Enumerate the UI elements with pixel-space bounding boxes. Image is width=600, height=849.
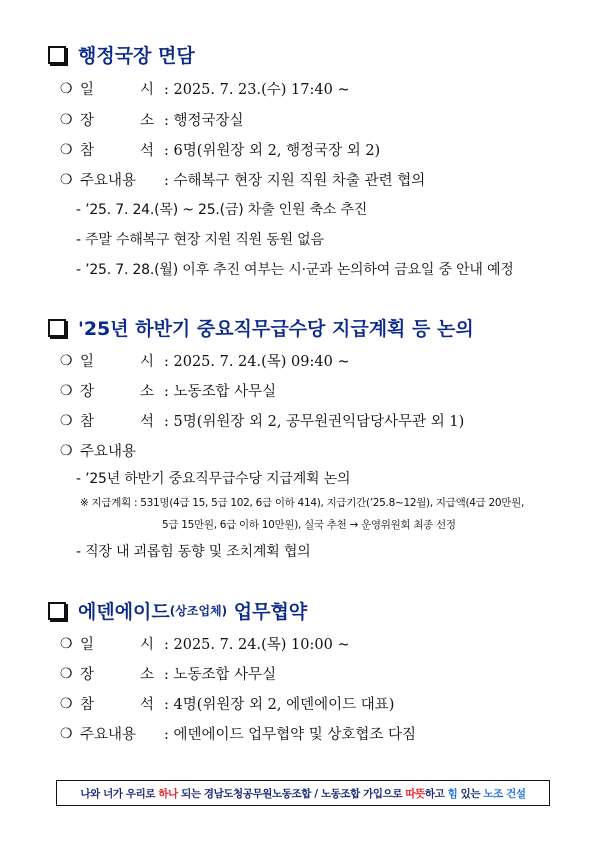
row-value: : 행정국장실	[164, 113, 244, 129]
section-2-sub-2: - 직장 내 괴롭힘 동향 및 조치계획 협의	[76, 544, 311, 560]
row-value: : 노동조합 사무실	[164, 384, 277, 400]
section-1-row-date: ❍ 일 시 : 2025. 7. 23.(수) 17:40 ~	[60, 78, 350, 99]
section-3-heading	[48, 597, 307, 624]
section-1-title: 행정국장 면담	[78, 45, 195, 67]
section-3-row-place: ❍ 장 소 : 노동조합 사무실	[60, 663, 276, 684]
circle-bullet-icon: ❍	[60, 665, 73, 682]
checkbox-square-icon	[48, 319, 66, 337]
row-value: : 6명(위원장 외 2, 행정국장 외 2)	[164, 143, 381, 159]
circle-bullet-icon: ❍	[60, 442, 73, 459]
slogan-banner: 나와 너가 우리로 하나 되는 경남도청공무원노동조합 / 노동조합 가입으로 따뜻 하고 힘 있는 노조 건설	[56, 780, 550, 806]
section-3-row-agenda: ❍ 주요내용 : 에덴에이드 업무협약 및 상호협조 다짐	[60, 723, 416, 744]
circle-bullet-icon: ❍	[60, 635, 73, 652]
checkbox-square-icon	[48, 46, 66, 64]
circle-bullet-icon: ❍	[60, 111, 73, 128]
section-3-title-small: (상조업체)	[169, 604, 228, 618]
row-value: : 4명(위원장 외 2, 에덴에이드 대표)	[164, 697, 395, 713]
section-2-heading	[48, 314, 474, 341]
section-2-note-line-1: ※ 지급계획 : 531명(4급 15, 5급 102, 6급 이하 414), 지급기간(’25.8~12월), 지급액(4급 20만원,	[80, 497, 525, 509]
row-value: : 2025. 7. 24.(목) 10:00 ~	[164, 637, 350, 653]
row-value: : 에덴에이드 업무협약 및 상호협조 다짐	[164, 727, 417, 743]
section-2-note-line-2: 5급 15만원, 6급 이하 10만원), 실국 추천 → 운영위원회 최종 선정	[162, 519, 456, 531]
section-2-row-attendees: ❍ 참 석 : 5명(위원장 외 2, 공무원권익담당사무관 외 1)	[60, 410, 464, 431]
circle-bullet-icon: ❍	[60, 725, 73, 742]
circle-bullet-icon: ❍	[60, 352, 73, 369]
checkbox-square-icon	[48, 602, 66, 620]
row-value: : 2025. 7. 23.(수) 17:40 ~	[164, 82, 350, 98]
circle-bullet-icon: ❍	[60, 171, 73, 188]
section-2-title: '25년 하반기 중요직무급수당 지급계획 등 논의	[78, 318, 474, 340]
circle-bullet-icon: ❍	[60, 412, 73, 429]
row-value: : 노동조합 사무실	[164, 667, 277, 683]
section-2-row-place: ❍ 장 소 : 노동조합 사무실	[60, 380, 276, 401]
section-3-title-main: 에덴에이드	[78, 601, 170, 623]
section-2-row-date: ❍ 일 시 : 2025. 7. 24.(목) 09:40 ~	[60, 350, 350, 371]
circle-bullet-icon: ❍	[60, 382, 73, 399]
section-1-heading	[48, 41, 195, 68]
circle-bullet-icon: ❍	[60, 141, 73, 158]
section-3-row-attendees: ❍ 참 석 : 4명(위원장 외 2, 에덴에이드 대표)	[60, 693, 394, 714]
row-value: : 5명(위원장 외 2, 공무원권익담당사무관 외 1)	[164, 414, 465, 430]
circle-bullet-icon: ❍	[60, 695, 73, 712]
section-1-sub-1: - ’25. 7. 24.(목) ~ 25.(금) 차출 인원 축소 추진	[76, 202, 368, 218]
section-1-row-attendees: ❍ 참 석 : 6명(위원장 외 2, 행정국장 외 2)	[60, 139, 380, 160]
section-1-row-agenda: ❍ 주요내용 : 수해복구 현장 지원 직원 차출 관련 협의	[60, 169, 425, 190]
circle-bullet-icon: ❍	[60, 80, 73, 97]
section-3-row-date: ❍ 일 시 : 2025. 7. 24.(목) 10:00 ~	[60, 633, 350, 654]
section-1-row-place: ❍ 장 소 : 행정국장실	[60, 109, 244, 130]
section-1-sub-3: - ’25. 7. 28.(월) 이후 추진 여부는 시·군과 논의하여 금요일 중 안내 예정	[76, 262, 514, 278]
section-1-sub-2: - 주말 수해복구 현장 지원 직원 동원 없음	[76, 232, 324, 248]
section-2-sub-1: - ’25년 하반기 중요직무급수당 지급계획 논의	[76, 471, 351, 487]
row-value: : 수해복구 현장 지원 직원 차출 관련 협의	[164, 173, 426, 189]
section-3-title-end: 업무협약	[227, 601, 308, 623]
section-2-row-agenda: ❍ 주요내용	[60, 442, 137, 460]
row-value: : 2025. 7. 24.(목) 09:40 ~	[164, 354, 350, 370]
